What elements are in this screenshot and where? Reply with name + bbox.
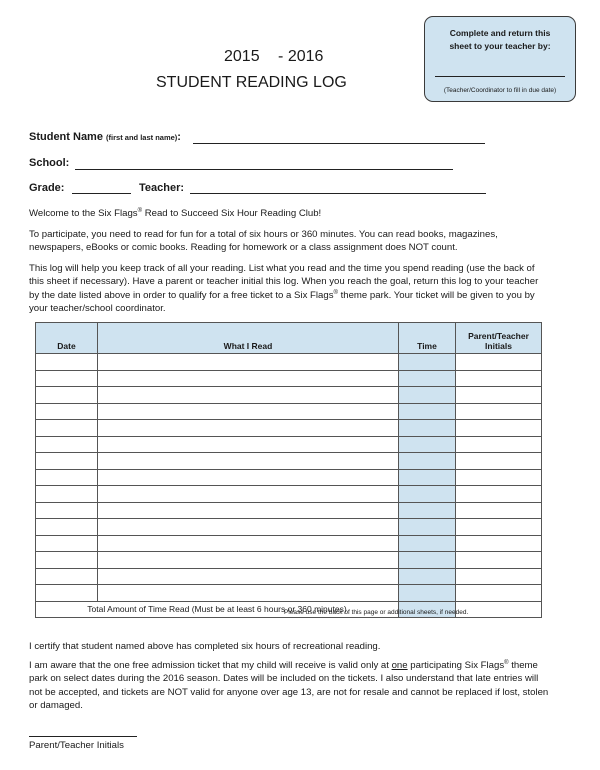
time-cell[interactable] — [399, 552, 456, 569]
participate-text: To participate, you need to read for fun for a total of six hours or 360 minutes. You can read books, magazines, newspapers, eBooks or comic books. Reading for homework or a class assignment does NOT count. — [29, 229, 498, 254]
due-date-field[interactable] — [435, 76, 565, 77]
date-cell[interactable] — [36, 568, 98, 585]
what-i-read-cell[interactable] — [98, 502, 399, 519]
initials-cell[interactable] — [456, 370, 542, 387]
date-cell[interactable] — [36, 354, 98, 371]
date-cell[interactable] — [36, 370, 98, 387]
table-header-row — [36, 323, 542, 354]
time-cell[interactable] — [399, 486, 456, 503]
what-i-read-cell[interactable] — [98, 519, 399, 536]
time-cell[interactable] — [399, 519, 456, 536]
due-date-line-1: Complete and return this — [449, 28, 551, 38]
table-row — [36, 535, 542, 552]
table-row — [36, 568, 542, 585]
initials-cell[interactable] — [456, 387, 542, 404]
date-cell[interactable] — [36, 469, 98, 486]
header-initials: Parent/Teacher Initials — [456, 323, 542, 354]
date-cell[interactable] — [36, 403, 98, 420]
time-cell[interactable] — [399, 502, 456, 519]
table-row — [36, 469, 542, 486]
year-start: 2015 — [224, 48, 260, 65]
table-row — [36, 502, 542, 519]
time-cell[interactable] — [399, 535, 456, 552]
student-name-hint: (first and last name) — [106, 133, 178, 142]
total-label: Total Amount of Time Read (Must be at least 6 hours or 360 minutes) — [36, 601, 399, 617]
what-i-read-cell[interactable] — [98, 486, 399, 503]
initials-cell[interactable] — [456, 420, 542, 437]
initials-cell[interactable] — [456, 585, 542, 602]
what-i-read-cell[interactable] — [98, 387, 399, 404]
time-cell[interactable] — [399, 387, 456, 404]
due-date-note: (Teacher/Coordinator to fill in due date) — [443, 87, 557, 94]
table-row — [36, 519, 542, 536]
grade-field[interactable] — [72, 193, 131, 194]
table-row — [36, 552, 542, 569]
what-i-read-cell[interactable] — [98, 354, 399, 371]
agreement-text: I am aware that the one free admission ticket that my child will receive is valid only at one participating Six Flags® theme park on select dates during the 2016 season. Dates will be included on the tickets. I also understand that late entries will not be accepted, and tickets are NOT valid for anyone over age 13, are not for resale and cannot be replaced if lost, stolen or damaged. — [29, 659, 549, 711]
time-cell[interactable] — [399, 568, 456, 585]
initials-cell[interactable] — [456, 436, 542, 453]
date-cell[interactable] — [36, 436, 98, 453]
initials-signature-label: Parent/Teacher Initials — [29, 740, 124, 751]
date-cell[interactable] — [36, 519, 98, 536]
instructions-text: This log will help you keep track of all your reading. List what you read and the time you spend reading (use the back of this sheet if necessary). Have a parent or teacher initial this log. When you reach the goal, return this log to your teacher by the date listed above in order to qualify for a free ticket to a Six Flags® theme park. Your ticket will be given to you by your teacher/school coordinator. — [29, 263, 539, 314]
table-note: Please use the back of this page or additional sheets, if needed. — [284, 609, 469, 616]
teacher-label: Teacher: — [139, 182, 185, 194]
certify-text: I certify that student named above has completed six hours of recreational reading. — [29, 641, 381, 652]
time-cell[interactable] — [399, 585, 456, 602]
table-row — [36, 420, 542, 437]
time-cell[interactable] — [399, 420, 456, 437]
what-i-read-cell[interactable] — [98, 585, 399, 602]
table-row — [36, 370, 542, 387]
table-row — [36, 354, 542, 371]
date-cell[interactable] — [36, 420, 98, 437]
school-label: School: — [29, 157, 70, 169]
grade-label: Grade: — [29, 182, 65, 194]
year-end: - 2016 — [278, 48, 324, 65]
due-date-box — [424, 16, 576, 102]
initials-cell[interactable] — [456, 519, 542, 536]
table-row — [36, 486, 542, 503]
what-i-read-cell[interactable] — [98, 552, 399, 569]
time-cell[interactable] — [399, 403, 456, 420]
initials-cell[interactable] — [456, 552, 542, 569]
header-date: Date — [36, 323, 98, 354]
time-cell[interactable] — [399, 354, 456, 371]
what-i-read-cell[interactable] — [98, 403, 399, 420]
what-i-read-cell[interactable] — [98, 469, 399, 486]
what-i-read-cell[interactable] — [98, 370, 399, 387]
total-initials-cell[interactable] — [456, 601, 542, 617]
what-i-read-cell[interactable] — [98, 420, 399, 437]
initials-cell[interactable] — [456, 568, 542, 585]
header-what-i-read: What I Read — [98, 323, 399, 354]
date-cell[interactable] — [36, 535, 98, 552]
table-row — [36, 403, 542, 420]
date-cell[interactable] — [36, 552, 98, 569]
what-i-read-cell[interactable] — [98, 453, 399, 470]
year-range — [224, 48, 323, 66]
student-name-label: Student Name (first and last name): — [29, 131, 181, 143]
time-cell[interactable] — [399, 370, 456, 387]
teacher-field[interactable] — [190, 193, 486, 194]
initials-cell[interactable] — [456, 403, 542, 420]
initials-cell[interactable] — [456, 469, 542, 486]
time-cell[interactable] — [399, 436, 456, 453]
date-cell[interactable] — [36, 585, 98, 602]
student-name-field[interactable] — [193, 143, 485, 144]
what-i-read-cell[interactable] — [98, 535, 399, 552]
due-date-line-2: sheet to your teacher by: — [449, 41, 551, 51]
school-field[interactable] — [75, 169, 453, 170]
date-cell[interactable] — [36, 486, 98, 503]
initials-cell[interactable] — [456, 535, 542, 552]
time-cell[interactable] — [399, 469, 456, 486]
initials-cell[interactable] — [456, 486, 542, 503]
due-date-instructions — [425, 27, 575, 53]
time-cell[interactable] — [399, 453, 456, 470]
date-cell[interactable] — [36, 453, 98, 470]
what-i-read-cell[interactable] — [98, 568, 399, 585]
log-body — [36, 354, 542, 618]
initials-cell[interactable] — [456, 502, 542, 519]
table-row — [36, 453, 542, 470]
reading-log-table — [35, 322, 542, 618]
initials-cell[interactable] — [456, 354, 542, 371]
header-time: Time — [399, 323, 456, 354]
what-i-read-cell[interactable] — [98, 436, 399, 453]
initials-signature-line[interactable] — [29, 736, 137, 737]
initials-cell[interactable] — [456, 453, 542, 470]
table-row — [36, 436, 542, 453]
table-row — [36, 387, 542, 404]
page-title: STUDENT READING LOG — [156, 74, 347, 91]
table-row — [36, 585, 542, 602]
date-cell[interactable] — [36, 387, 98, 404]
date-cell[interactable] — [36, 502, 98, 519]
welcome-text: Welcome to the Six Flags® Read to Succeed Six Hour Reading Club! — [29, 207, 322, 219]
